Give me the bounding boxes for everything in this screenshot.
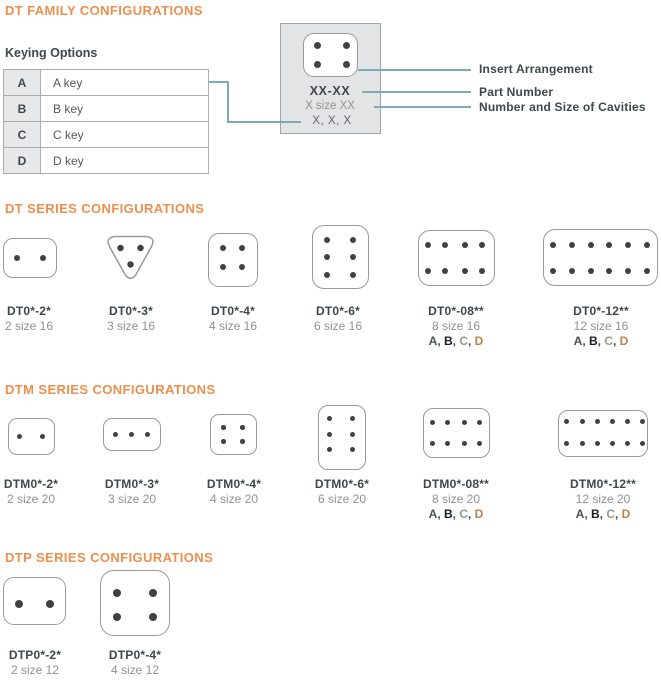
key-letter-d: D xyxy=(619,334,629,348)
keying-options-title: Keying Options xyxy=(5,46,98,60)
tile-keys-dt-12: A, B, C, D xyxy=(573,334,629,348)
key-letter-a: A xyxy=(428,507,438,521)
tile-name-dtm-2: DTM0*-2* xyxy=(3,477,59,491)
tile-name-dt-08: DT0*-08** xyxy=(428,304,484,318)
connector-dtp-4 xyxy=(100,570,170,636)
callout-line-part xyxy=(362,91,471,93)
tile-size-dtm-4: 4 size 20 xyxy=(209,492,259,506)
tile-name-dtm-08: DTM0*-08** xyxy=(422,477,490,491)
tile-size-dtm-08: 8 size 20 xyxy=(431,492,481,506)
keying-label-a: A key xyxy=(53,75,83,90)
tile-size-dtm-3: 3 size 20 xyxy=(107,492,157,506)
part-number-placeholder: XX-XX xyxy=(309,84,351,98)
key-letter-c: C xyxy=(459,334,469,348)
tile-size-dt-6: 6 size 16 xyxy=(313,319,363,333)
tile-size-dt-08: 8 size 16 xyxy=(431,319,481,333)
key-letter-b: B xyxy=(443,334,453,348)
key-letter-d: D xyxy=(474,507,484,521)
tile-size-dtp-2: 2 size 12 xyxy=(10,663,60,677)
key-letter-b: B xyxy=(590,507,600,521)
tile-size-dt-2: 2 size 16 xyxy=(4,319,54,333)
keying-key-d: D xyxy=(4,148,41,173)
key-letter-a: A xyxy=(573,334,583,348)
connector-dtm-12 xyxy=(558,410,648,457)
keying-label-c: C key xyxy=(53,127,84,142)
connector-dt-12 xyxy=(543,229,658,286)
key-letter-b: B xyxy=(443,507,453,521)
key-letter-a: A xyxy=(575,507,585,521)
key-letter-d: D xyxy=(474,334,484,348)
tile-name-dt-3: DT0*-3* xyxy=(108,304,154,318)
keying-row-a xyxy=(4,70,208,95)
connector-dtm-6 xyxy=(318,405,366,470)
tile-name-dtm-6: DTM0*-6* xyxy=(314,477,370,491)
key-letter-a: A xyxy=(428,334,438,348)
keying-row-c xyxy=(4,121,208,147)
tile-keys-dtm-08: A, B, C, D xyxy=(428,507,484,521)
tile-size-dt-4: 4 size 16 xyxy=(208,319,258,333)
keying-row-d xyxy=(4,147,208,173)
connector-dtm-3 xyxy=(103,418,161,451)
key-letter-b: B xyxy=(588,334,598,348)
tile-size-dt-3: 3 size 16 xyxy=(106,319,156,333)
keying-row-b xyxy=(4,95,208,121)
tile-size-dtm-12: 12 size 20 xyxy=(575,492,631,506)
callout-insert-arrangement: Insert Arrangement xyxy=(479,62,593,76)
connector-dt-3 xyxy=(103,234,158,282)
keying-key-c: C xyxy=(4,122,41,147)
keys-placeholder: X, X, X xyxy=(312,115,352,127)
page-title: DT FAMILY CONFIGURATIONS xyxy=(5,3,203,18)
connector-dt-4 xyxy=(208,233,258,287)
keying-label-d: D key xyxy=(53,153,84,168)
example-connector-shape xyxy=(303,33,358,77)
callout-line-cavities xyxy=(374,106,471,108)
tile-name-dtp-2: DTP0*-2* xyxy=(8,648,62,662)
tile-size-dtp-4: 4 size 12 xyxy=(110,663,160,677)
tile-size-dtm-2: 2 size 20 xyxy=(6,492,56,506)
connector-dtp-2 xyxy=(3,577,66,625)
key-letter-c: C xyxy=(604,334,614,348)
tile-name-dt-12: DT0*-12** xyxy=(573,304,629,318)
keying-label-b: B key xyxy=(53,101,84,116)
keying-key-a: A xyxy=(4,70,41,95)
connector-dt-2 xyxy=(3,238,57,278)
connector-dtm-4 xyxy=(210,414,257,455)
tile-name-dtm-3: DTM0*-3* xyxy=(104,477,160,491)
key-letter-d: D xyxy=(621,507,631,521)
tile-name-dt-2: DT0*-2* xyxy=(6,304,52,318)
keying-line-h1 xyxy=(209,81,228,83)
connector-dt-6 xyxy=(312,225,369,289)
tile-name-dt-6: DT0*-6* xyxy=(315,304,361,318)
tile-name-dtm-4: DTM0*-4* xyxy=(206,477,262,491)
key-letter-c: C xyxy=(606,507,616,521)
tile-name-dtp-4: DTP0*-4* xyxy=(108,648,162,662)
tile-keys-dt-08: A, B, C, D xyxy=(428,334,484,348)
keying-line-v xyxy=(227,81,229,122)
connector-dtm-2 xyxy=(8,418,55,455)
tile-size-dtm-6: 6 size 20 xyxy=(317,492,367,506)
callout-number-size-cavities: Number and Size of Cavities xyxy=(479,100,646,114)
keying-key-b: B xyxy=(4,96,41,121)
dtp-series-heading: DTP SERIES CONFIGURATIONS xyxy=(5,550,214,565)
dtm-series-heading: DTM SERIES CONFIGURATIONS xyxy=(5,382,216,397)
keying-line-h2 xyxy=(227,121,301,123)
tile-size-dt-12: 12 size 16 xyxy=(573,319,629,333)
callout-line-insert xyxy=(358,69,471,71)
key-letter-c: C xyxy=(459,507,469,521)
connector-dtm-08 xyxy=(423,408,490,458)
tile-name-dt-4: DT0*-4* xyxy=(210,304,256,318)
tile-keys-dtm-12: A, B, C, D xyxy=(575,507,631,521)
connector-dt-08 xyxy=(418,230,495,286)
callout-part-number: Part Number xyxy=(479,85,554,99)
dt-series-heading: DT SERIES CONFIGURATIONS xyxy=(5,201,205,216)
tile-name-dtm-12: DTM0*-12** xyxy=(569,477,637,491)
cavities-placeholder: X size XX xyxy=(305,100,355,112)
keying-options-table xyxy=(3,69,209,174)
